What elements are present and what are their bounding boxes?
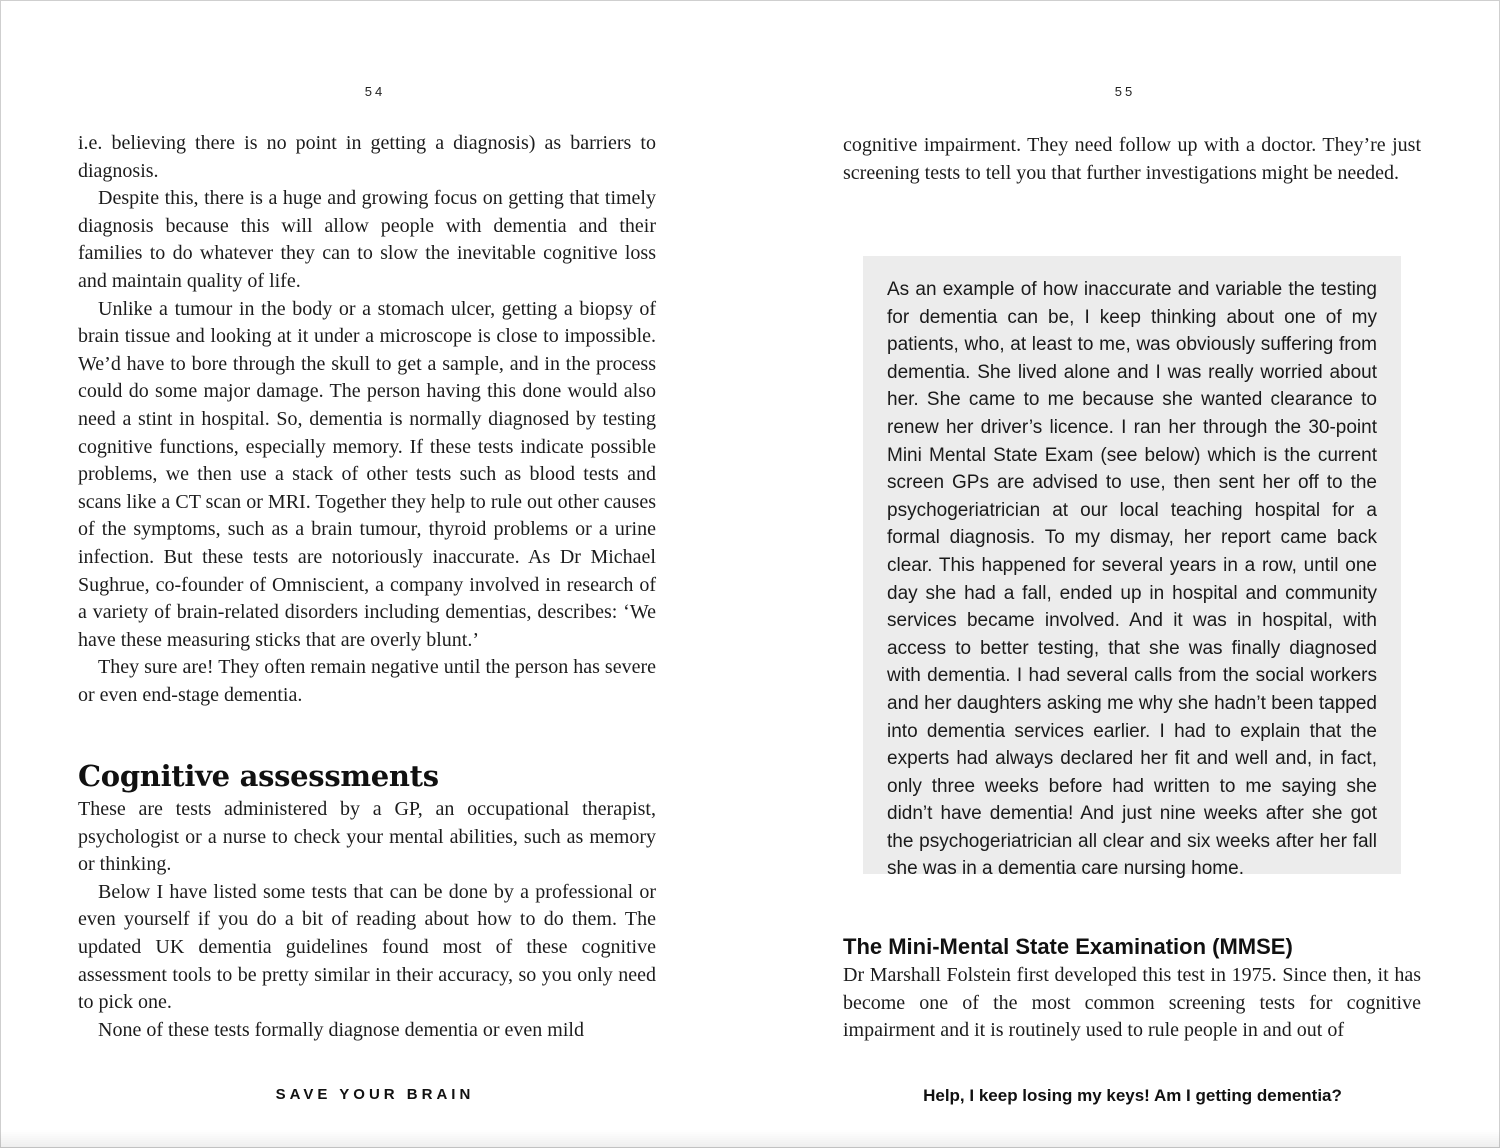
paragraph: None of these tests formally diagnose dementia or even mild [98, 1018, 584, 1041]
right-body-text-top [843, 132, 1421, 187]
sub-heading: The Mini-Mental State Examination (MMSE) [843, 934, 1293, 959]
page-number-left: 54 [364, 84, 386, 99]
paragraph: Below I have listed some tests that can be done by a professional or even yourself if you do a bit of reading about how to do them. The updated UK dementia guidelines found most of these cognitive assessment tools to be pretty similar in their accuracy, so you only need to pick one. [78, 880, 656, 1014]
section-heading: Cognitive assessments [78, 759, 439, 793]
running-footer-right: Help, I keep losing my keys! Am I getting dementia? [923, 1086, 1342, 1105]
left-body-text [78, 130, 656, 709]
callout-text: As an example of how inaccurate and variable the testing for dementia can be, I keep thinking about one of my patients, who, at least to me, was obviously suffering from dementia. She lived alone and I was really worried about her. She came to me because she wanted clearance to renew her driver’s licence. I ran her through the 30-point Mini Mental State Exam (see below) which is the current screen GPs are advised to use, then sent her off to the psychogeriatrician at our local teaching hospital for a formal diagnosis. To my dismay, her report came back clear. This happened for several years in a row, until one day she had a fall, ended up in hospital and community services became involved. And it was in hospital, with access to better testing, that she was finally diagnosed with dementia. I had several calls from the social workers and her daughters asking me why she hadn’t been tapped into dementia services earlier. I had to explain that the experts had always declared her fit and well and, in fact, only three weeks before had written to me saying she didn’t have dementia! And just nine weeks after she got the psychogeriatrician all clear and six weeks after her fall she was in a dementia care nursing home. [887, 279, 1377, 880]
page-number-right: 55 [1114, 84, 1136, 99]
right-body-text-bottom [843, 962, 1421, 1045]
section-body-text [78, 796, 656, 1044]
paragraph: Despite this, there is a huge and growing focus on getting that timely diagnosis because this will allow people with dementia and their families to do whatever they can to slow the inevitable cognitive loss and maintain quality of life. [78, 187, 656, 292]
paragraph: They sure are! They often remain negative until the person has severe or even end-stage dementia. [78, 656, 656, 706]
paragraph: These are tests administered by a GP, an occupational therapist, psychologist or a nurse to check your mental abilities, such as memory or thinking. [78, 798, 656, 876]
paragraph: Unlike a tumour in the body or a stomach ulcer, getting a biopsy of brain tissue and looking at it under a microscope is close to impossible. We’d have to bore through the skull to get a sample, and in the process could do some major damage. The person having this done would also need a stint in hospital. So, dementia is normally diagnosed by testing cognitive functions, especially memory. If these tests indicate possible problems, we then use a stack of other tests such as blood tests and scans like a CT scan or MRI. Together they help to rule out other causes of the symptoms, such as a brain tumour, thyroid problems or a urine infection. But these tests are notoriously inaccurate. As Dr Michael Sughrue, co-founder of Omniscient, a company involved in research of a variety of brain-related disorders including dementias, describes: ‘We have these measuring sticks that are overly blunt.’ [78, 297, 656, 651]
running-footer-left: SAVE YOUR BRAIN [275, 1086, 475, 1103]
paragraph: cognitive impairment. They need follow up with a doctor. They’re just screening tests to tell you that further investigations might be needed. [843, 134, 1421, 184]
callout-box [863, 256, 1401, 880]
paragraph: i.e. believing there is no point in getting a diagnosis) as barriers to diagnosis. [78, 132, 656, 182]
paragraph: Dr Marshall Folstein first developed this test in 1975. Since then, it has become one of the most common screening tests for cognitive impairment and it is routinely used to rule people in and out of [843, 964, 1421, 1042]
